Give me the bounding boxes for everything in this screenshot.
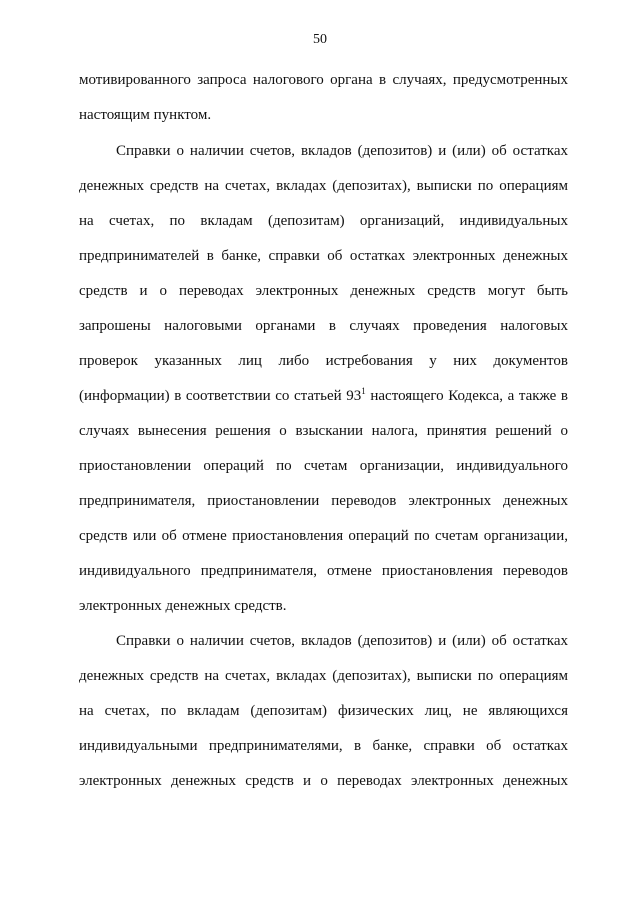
text-line: денежных средств на счетах, вкладах (депозитах), выписки по операциям (79, 178, 568, 194)
text-line: приостановлении операций по счетам организации, индивидуального (79, 458, 568, 474)
text-line: индивидуального предпринимателя, отмене приостановления переводов (79, 563, 568, 579)
text-line: настоящим пунктом. (79, 107, 212, 123)
text-line: Справки о наличии счетов, вкладов (депозитов) и (или) об остатках (116, 143, 568, 159)
superscript-1: 1 (361, 386, 366, 396)
text-segment: (информации) в соответствии со статьей 93 (79, 388, 362, 404)
text-line: индивидуальными предпринимателями, в банке, справки об остатках (79, 738, 568, 754)
text-line: денежных средств на счетах, вкладах (депозитах), выписки по операциям (79, 668, 568, 684)
text-line: на счетах, по вкладам (депозитам) физических лиц, не являющихся (79, 703, 568, 719)
text-line: на счетах, по вкладам (депозитам) организаций, индивидуальных (79, 213, 568, 229)
text-line: запрошены налоговыми органами в случаях проведения налоговых (79, 318, 568, 334)
text-line-with-footnote (79, 386, 568, 406)
text-line: средств или об отмене приостановления операций по счетам организации, (79, 528, 568, 544)
text-line: электронных денежных средств и о переводах электронных денежных (79, 773, 568, 789)
text-line: проверок указанных лиц либо истребования у них документов (79, 353, 568, 369)
text-line: средств и о переводах электронных денежных средств могут быть (79, 283, 568, 299)
text-segment: настоящего Кодекса, а также в (365, 388, 568, 404)
text-line: предпринимателя, приостановлении переводов электронных денежных (79, 493, 568, 509)
text-line: мотивированного запроса налогового органа в случаях, предусмотренных (79, 72, 568, 88)
text-line: Справки о наличии счетов, вкладов (депозитов) и (или) об остатках (116, 633, 568, 649)
text-line: электронных денежных средств. (79, 598, 287, 614)
text-line: предпринимателей в банке, справки об остатках электронных денежных (79, 248, 568, 264)
text-line: случаях вынесения решения о взыскании налога, принятия решений о (79, 423, 568, 439)
page-number: 50 (313, 32, 327, 47)
